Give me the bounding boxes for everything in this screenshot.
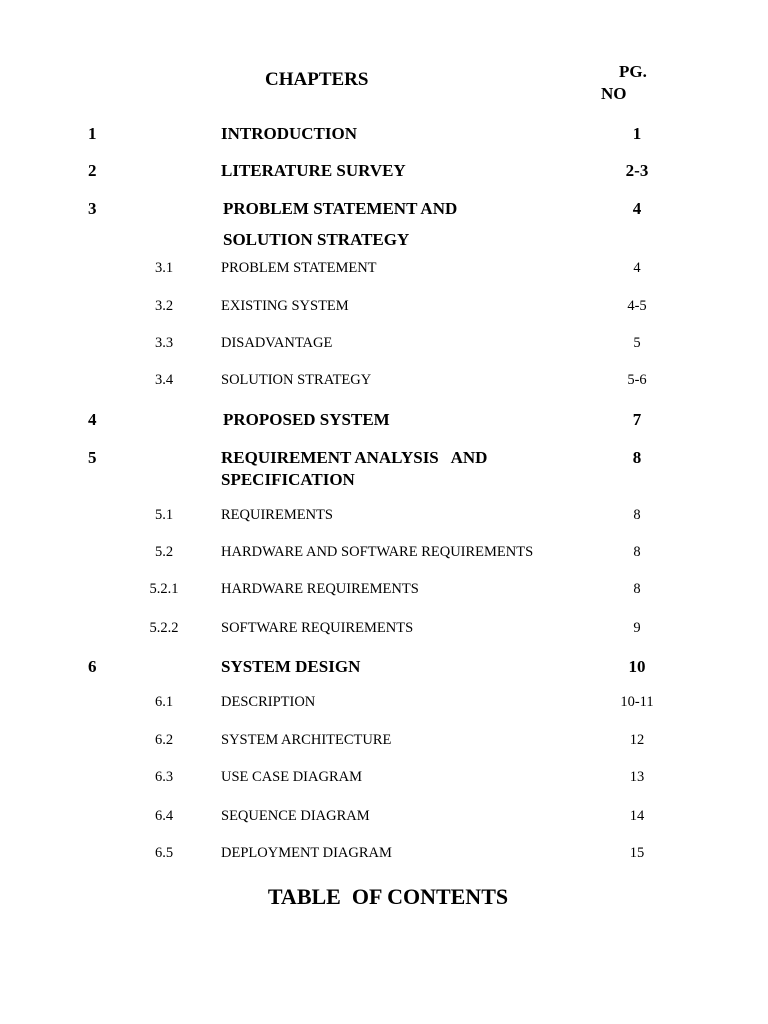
chapter-title: LITERATURE SURVEY <box>221 161 406 180</box>
section-page: 5-6 <box>627 372 647 388</box>
section-page: 15 <box>629 845 645 861</box>
section-number: 5.2.2 <box>149 620 179 636</box>
chapters-heading: CHAPTERS <box>265 69 369 90</box>
chapter-page: 2-3 <box>625 161 649 180</box>
page-number-heading-line1: PG. <box>619 62 647 81</box>
chapter-page: 1 <box>632 124 642 143</box>
section-title: HARDWARE REQUIREMENTS <box>221 581 419 597</box>
chapter-number: 4 <box>88 410 97 429</box>
section-title: DEPLOYMENT DIAGRAM <box>221 845 392 861</box>
chapter-title: INTRODUCTION <box>221 124 358 143</box>
section-title: PROBLEM STATEMENT <box>221 260 377 276</box>
section-page: 4-5 <box>627 298 647 314</box>
section-number: 5.2.1 <box>149 581 179 597</box>
chapter-page: 7 <box>632 410 642 429</box>
section-number: 3.4 <box>154 372 174 388</box>
chapter-page: 4 <box>632 199 642 218</box>
section-title: REQUIREMENTS <box>221 507 333 523</box>
chapter-title-line2: SOLUTION STRATEGY <box>223 230 410 249</box>
section-title: SYSTEM ARCHITECTURE <box>221 732 392 748</box>
section-number: 5.1 <box>154 507 174 523</box>
chapter-title <box>223 193 457 255</box>
section-page: 8 <box>633 581 641 597</box>
section-page: 13 <box>629 769 645 785</box>
section-title: DISADVANTAGE <box>221 335 333 351</box>
chapter-title-line2: SPECIFICATION <box>221 470 355 489</box>
section-page: 14 <box>629 808 645 824</box>
section-title: SOLUTION STRATEGY <box>221 372 372 388</box>
section-page: 8 <box>633 544 641 560</box>
table-of-contents-title: TABLE OF CONTENTS <box>267 884 509 909</box>
section-number: 3.3 <box>154 335 174 351</box>
section-number: 3.2 <box>154 298 174 314</box>
chapter-title: PROPOSED SYSTEM <box>223 410 390 429</box>
section-title: SEQUENCE DIAGRAM <box>221 808 370 824</box>
chapter-number: 5 <box>88 448 97 467</box>
section-title: EXISTING SYSTEM <box>221 298 349 314</box>
section-title: SOFTWARE REQUIREMENTS <box>221 620 414 636</box>
section-number: 6.1 <box>154 694 174 710</box>
page-number-heading-line2: NO <box>601 84 627 103</box>
section-page: 12 <box>629 732 645 748</box>
chapter-title-line1: REQUIREMENT ANALYSIS AND <box>221 448 488 467</box>
chapter-number: 2 <box>88 161 97 180</box>
page-number-heading <box>601 61 665 105</box>
section-page: 5 <box>633 335 641 351</box>
section-number: 6.4 <box>154 808 174 824</box>
chapter-page: 10 <box>628 657 646 676</box>
chapter-number: 6 <box>88 657 97 676</box>
section-number: 3.1 <box>154 260 174 276</box>
section-page: 10-11 <box>620 694 654 710</box>
section-title: USE CASE DIAGRAM <box>221 769 362 785</box>
chapter-title: SYSTEM DESIGN <box>221 657 361 676</box>
chapter-title-line1: PROBLEM STATEMENT AND <box>223 199 458 218</box>
chapter-title <box>221 447 487 491</box>
section-number: 5.2 <box>154 544 174 560</box>
chapter-number: 3 <box>88 199 97 218</box>
section-title: DESCRIPTION <box>221 694 316 710</box>
section-number: 6.2 <box>154 732 174 748</box>
section-page: 4 <box>633 260 641 276</box>
section-number: 6.3 <box>154 769 174 785</box>
section-page: 9 <box>633 620 641 636</box>
section-page: 8 <box>633 507 641 523</box>
chapter-page: 8 <box>632 448 642 467</box>
chapter-number: 1 <box>88 124 97 143</box>
section-number: 6.5 <box>154 845 174 861</box>
section-title: HARDWARE AND SOFTWARE REQUIREMENTS <box>221 544 534 560</box>
